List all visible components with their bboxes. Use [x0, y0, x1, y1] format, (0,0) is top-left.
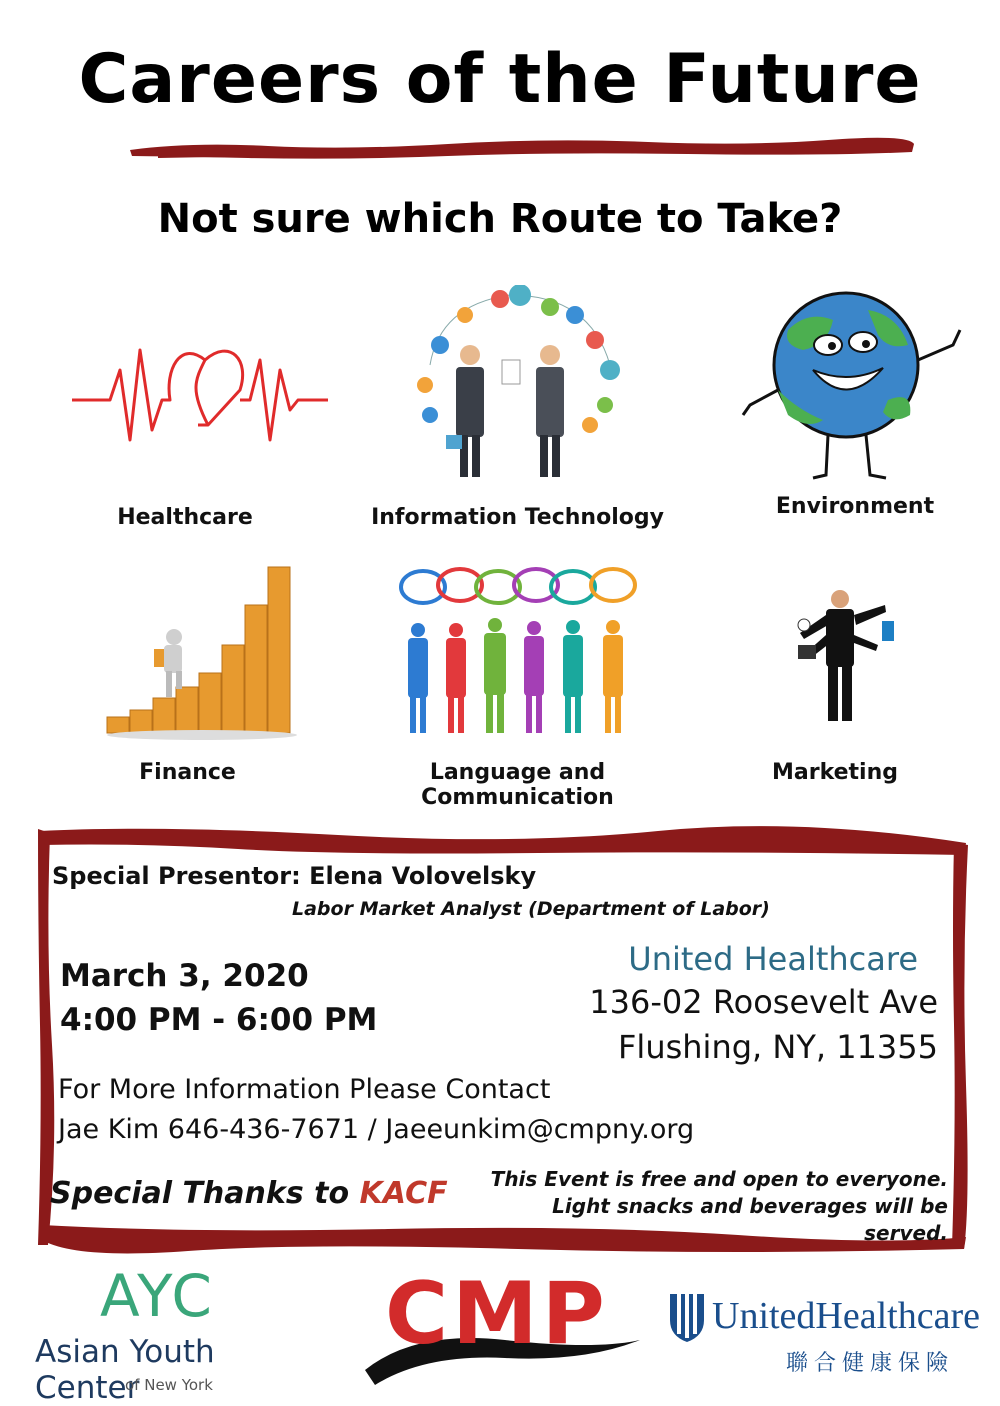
multitasking-businessman-icon	[790, 585, 910, 730]
category-label-finance: Finance	[139, 760, 236, 785]
free-event-note: This Event is free and open to everyone.	[490, 1167, 948, 1191]
cmp-logo	[355, 1264, 645, 1390]
category-label-marketing: Marketing	[771, 760, 899, 785]
page-title: Careers of the Future	[78, 40, 922, 119]
uhc-logo	[668, 1288, 993, 1388]
category-label-information-technology: Information Technology	[371, 505, 664, 530]
cmp-logo-mark: CMP	[385, 1264, 609, 1364]
contact-details: Jae Kim 646-436-7671 / Jaeeunkim@cmpny.org	[58, 1114, 695, 1145]
snacks-note: Light snacks and beverages will be served.	[552, 1194, 948, 1245]
bar-stairs-icon	[102, 565, 302, 745]
venue-city: Flushing, NY, 11355	[618, 1028, 938, 1066]
brush-stroke-divider	[128, 134, 918, 164]
uhc-shield-icon	[668, 1290, 706, 1344]
event-time: 4:00 PM - 6:00 PM	[60, 1002, 378, 1038]
ayc-logo-sub: of New York	[125, 1376, 213, 1394]
contact-info	[58, 1070, 694, 1150]
business-network-icon	[410, 285, 630, 485]
venue-street: 136-02 Roosevelt Ave	[589, 983, 938, 1021]
event-date: March 3, 2020	[60, 958, 309, 994]
uhc-logo-chinese: 聯合健康保險	[786, 1351, 955, 1376]
presenter-title: Labor Market Analyst (Department of Labor)	[292, 898, 770, 920]
page-subtitle: Not sure which Route to Take?	[157, 196, 843, 242]
event-datetime	[60, 954, 377, 1042]
thanks-sponsor: KACF	[359, 1176, 448, 1211]
heartbeat-icon	[70, 330, 330, 470]
category-label-language-communication: Language and Communication	[421, 760, 614, 810]
thanks-prefix: Special Thanks to	[50, 1176, 360, 1211]
category-label-environment: Environment	[775, 494, 935, 519]
uhc-logo-name: UnitedHealthcare	[712, 1295, 980, 1337]
contact-heading: For More Information Please Contact	[58, 1074, 551, 1105]
ayc-logo-mark: AYC	[100, 1262, 214, 1330]
venue-address	[560, 980, 938, 1070]
ayc-logo-name: Asian Youth Center	[35, 1334, 215, 1406]
event-notes	[470, 1166, 948, 1247]
special-thanks	[50, 1176, 448, 1211]
earth-character-icon	[738, 290, 973, 485]
category-label-healthcare: Healthcare	[117, 505, 253, 530]
speech-bubbles-people-icon	[398, 565, 658, 740]
ayc-logo	[35, 1262, 325, 1406]
presenter-name: Special Presentor: Elena Volovelsky	[52, 862, 537, 890]
venue-name: United Healthcare	[628, 940, 918, 978]
